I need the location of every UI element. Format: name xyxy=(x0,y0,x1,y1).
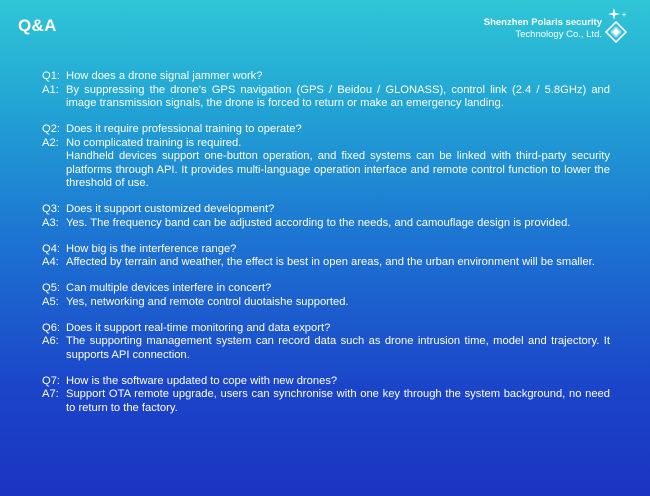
page-title: Q&A xyxy=(18,16,57,35)
answer-line: No complicated training is required. xyxy=(66,136,242,149)
answer-number: A2: xyxy=(42,136,59,149)
answer-line: By suppressing the drone's GPS navigation (GPS / Beidou / GLONASS), control link (2.4 / 5.8GHz) and image transmission signals, the drone is forced to return or make an emergency landing. xyxy=(66,83,610,109)
answer-number: A4: xyxy=(42,256,59,268)
answer-line: Yes, networking and remote control duotaishe supported. xyxy=(66,295,349,308)
polaris-logo-icon xyxy=(602,6,630,46)
answer-number: A5: xyxy=(42,295,59,308)
question-row xyxy=(42,322,610,336)
question-number: Q2: xyxy=(42,123,61,135)
question-number: Q3: xyxy=(42,203,61,215)
question-text: How is the software updated to cope with new drones? xyxy=(66,374,338,387)
answer-number: A6: xyxy=(42,335,59,347)
question-row xyxy=(42,123,610,137)
question-number: Q6: xyxy=(42,321,61,334)
qa-item xyxy=(42,203,610,230)
company-name-line1: Shenzhen Polaris security xyxy=(483,17,602,28)
answer-text xyxy=(66,84,610,111)
answer-text xyxy=(66,296,610,310)
answer-line: Affected by terrain and weather, the effect is best in open areas, and the urban environment will be smaller. xyxy=(66,256,595,268)
qa-item xyxy=(42,282,610,309)
qa-item xyxy=(42,70,610,111)
answer-text xyxy=(66,388,610,415)
answer-row xyxy=(42,335,610,362)
answer-line: Handheld devices support one-button operation, and fixed systems can be linked with third-party security platforms through API. It provides multi-language operation interface and remote control function to lower the threshold of use. xyxy=(66,150,610,189)
question-row xyxy=(42,243,610,257)
answer-line: Support OTA remote upgrade, users can synchronise with one key through the system background, no need to return to the factory. xyxy=(66,388,610,414)
answer-text xyxy=(66,256,610,270)
question-number: Q1: xyxy=(42,70,61,82)
question-row xyxy=(42,375,610,389)
question-row xyxy=(42,282,610,296)
question-text: How does a drone signal jammer work? xyxy=(66,70,263,82)
answer-number: A3: xyxy=(42,216,59,229)
answer-number: A1: xyxy=(42,83,59,96)
qa-item xyxy=(42,375,610,416)
question-number: Q4: xyxy=(42,242,61,255)
question-text: Does it require professional training to operate? xyxy=(66,123,302,135)
answer-number: A7: xyxy=(42,388,59,400)
qa-item xyxy=(42,322,610,363)
answer-text xyxy=(66,217,610,231)
answer-row xyxy=(42,388,610,415)
company-name xyxy=(484,17,602,41)
answer-row xyxy=(42,217,610,231)
answer-line: The supporting management system can record data such as drone intrusion time, model and trajectory. It supports API connection. xyxy=(66,335,610,361)
answer-text xyxy=(66,335,610,362)
question-text: Does it support real-time monitoring and data export? xyxy=(66,321,331,334)
company-name-line2: Technology Co., Ltd. xyxy=(515,29,602,40)
qa-item xyxy=(42,243,610,270)
answer-text xyxy=(66,137,610,191)
question-text: Can multiple devices interfere in concert? xyxy=(66,282,272,294)
question-text: Does it support customized development? xyxy=(66,203,275,215)
answer-row xyxy=(42,296,610,310)
question-row xyxy=(42,203,610,217)
qa-item xyxy=(42,123,610,191)
question-number: Q7: xyxy=(42,374,61,387)
question-text: How big is the interference range? xyxy=(66,242,237,255)
qa-list xyxy=(42,70,610,428)
answer-line: Yes. The frequency band can be adjusted according to the needs, and camouflage design is provided. xyxy=(66,216,571,229)
answer-row xyxy=(42,84,610,111)
question-number: Q5: xyxy=(42,282,61,294)
answer-row xyxy=(42,256,610,270)
question-row xyxy=(42,70,610,84)
answer-row xyxy=(42,137,610,191)
